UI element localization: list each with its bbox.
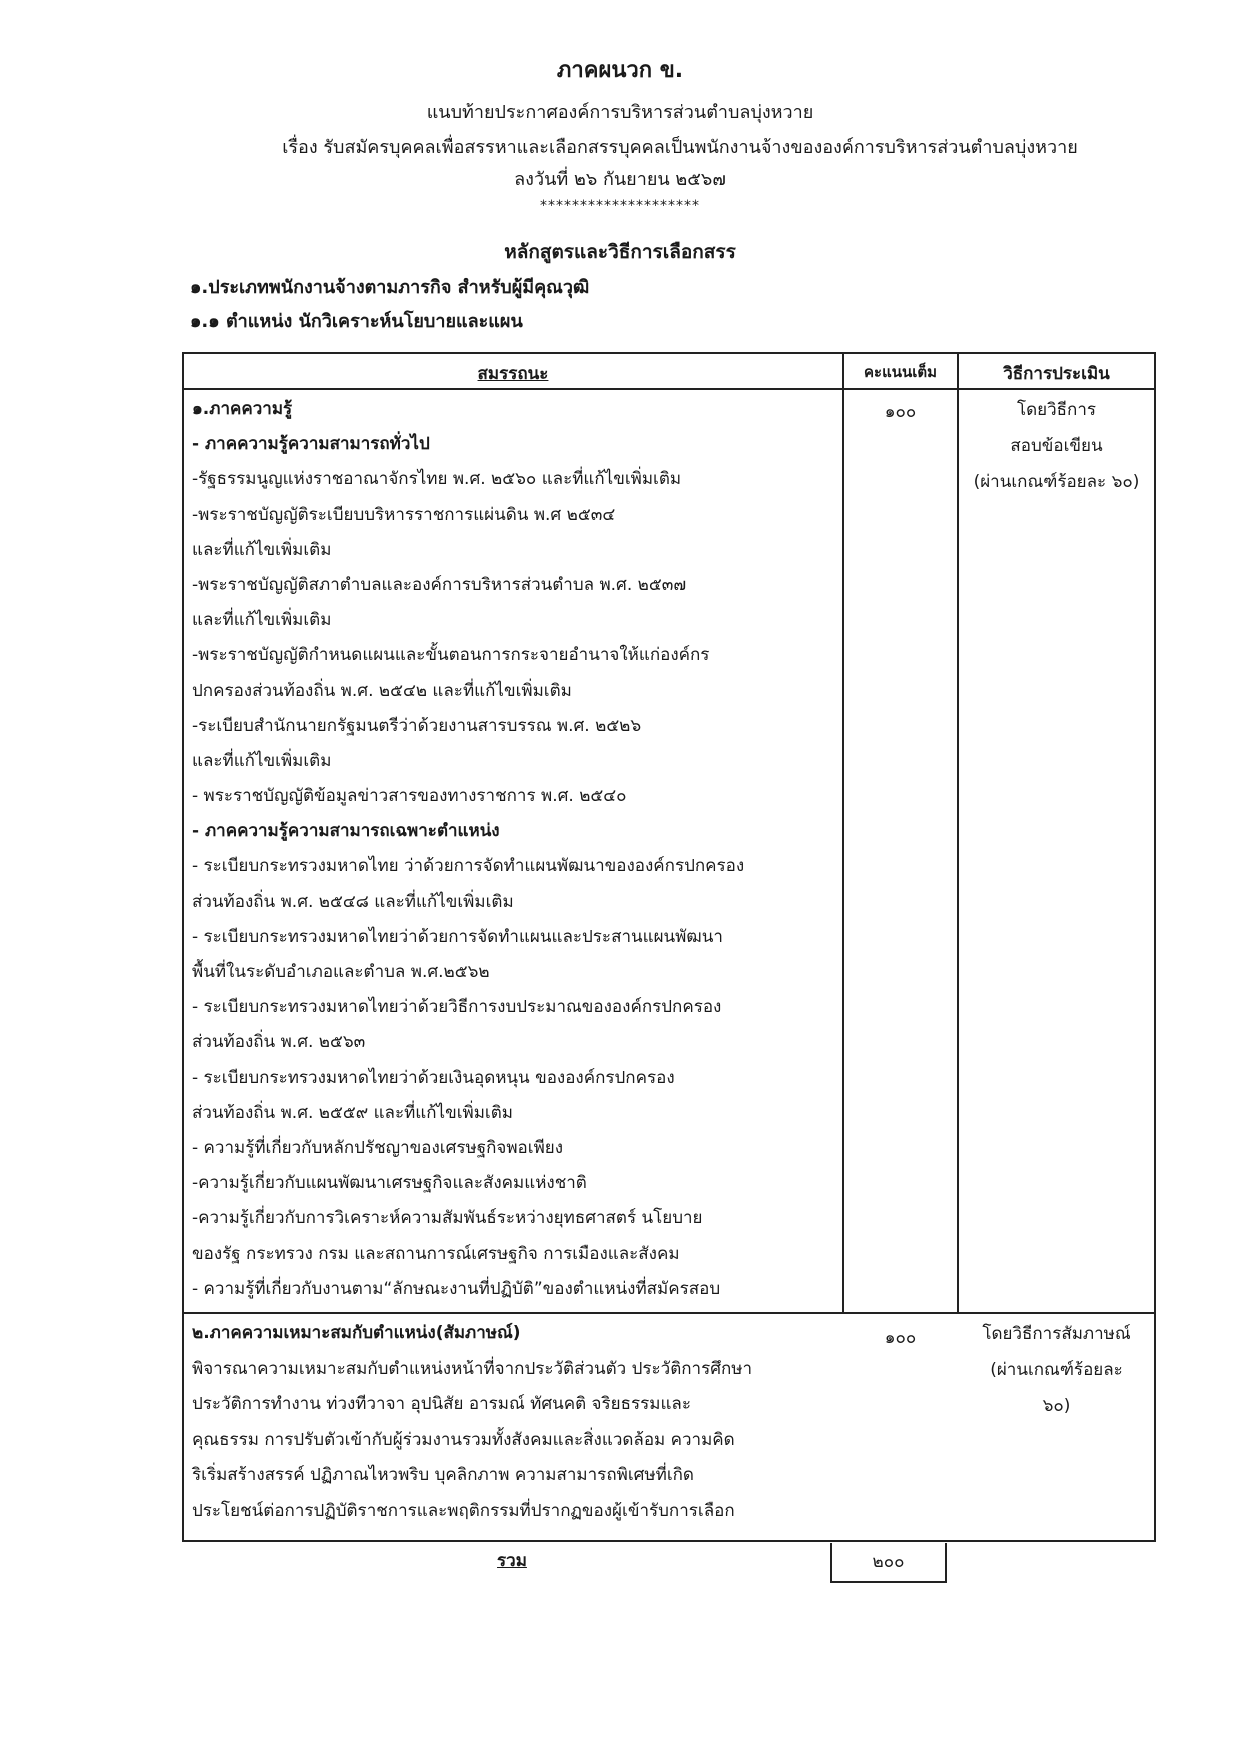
text-line: - ภาคความรู้ความสามารถทั่วไป — [192, 434, 430, 455]
text-line: -พระราชบัญญัติระเบียบบริหารราชการแผ่นดิน พ.ศ ๒๕๓๔ — [192, 504, 616, 525]
text-line: -รัฐธรรมนูญแห่งราชอาณาจักรไทย พ.ศ. ๒๕๖๐ และที่แก้ไขเพิ่มเติม — [192, 469, 682, 490]
text-line: -ความรู้เกี่ยวกับแผนพัฒนาเศรษฐกิจและสังคมแห่งชาติ — [192, 1173, 587, 1194]
assessment-table — [182, 352, 1156, 1542]
course-title: หลักสูตรและวิธีการเลือกสรร — [504, 241, 736, 263]
subject-line: เรื่อง รับสมัครบุคคลเพื่อสรรหาและเลือกสรรบุคคลเป็นพนักงานจ้างขององค์การบริหารส่วนตำบลบุ่งหวาย — [282, 137, 1078, 158]
table-header-row — [184, 354, 1154, 390]
total-label: รวม — [497, 1551, 527, 1571]
knowledge-topics — [192, 392, 838, 1307]
text-line: - ระเบียบกระทรวงมหาดไทย ว่าด้วยการจัดทำแผนพัฒนาขององค์กรปกครอง — [192, 856, 745, 877]
text-line: ๒.ภาคความเหมาะสมกับตำแหน่ง(สัมภาษณ์) — [192, 1323, 521, 1343]
text-line: พื้นที่ในระดับอำเภอและตำบล พ.ศ.๒๕๖๒ — [192, 962, 490, 982]
method-line: ๖๐) — [1042, 1396, 1071, 1416]
text-line: และที่แก้ไขเพิ่มเติม — [192, 750, 332, 771]
text-line: ส่วนท้องถิ่น พ.ศ. ๒๕๔๘ และที่แก้ไขเพิ่มเติม — [192, 891, 514, 912]
text-line: -พระราชบัญญัติสภาตำบลและองค์การบริหารส่วนตำบล พ.ศ. ๒๕๓๗ — [192, 574, 687, 595]
table-row-interview — [184, 1312, 1154, 1532]
method-line: โดยวิธีการ — [1016, 400, 1097, 420]
text-line: ๑.ภาคความรู้ — [192, 399, 293, 419]
header-full-score: คะแนนเต็ม — [863, 363, 938, 381]
text-line: - ความรู้ที่เกี่ยวกับงานตาม“ลักษณะงานที่ปฏิบัติ”ของตำแหน่งที่สมัครสอบ — [192, 1278, 721, 1299]
text-line: ส่วนท้องถิ่น พ.ศ. ๒๕๖๓ — [192, 1032, 366, 1053]
section-heading: ๑.ประเภทพนักงานจ้างตามภารกิจ สำหรับผู้มีคุณวุฒิ — [190, 277, 590, 298]
table-row-knowledge — [184, 390, 1154, 1314]
text-line: พิจารณาความเหมาะสมกับตำแหน่งหน้าที่จากประวัติส่วนตัว ประวัติการศึกษา — [192, 1358, 753, 1379]
text-line: และที่แก้ไขเพิ่มเติม — [192, 539, 332, 560]
date-line: ลงวันที่ ๒๖ กันยายน ๒๕๖๗ — [514, 169, 726, 190]
appendix-title: ภาคผนวก ข. — [556, 58, 684, 83]
text-line: - ระเบียบกระทรวงมหาดไทยว่าด้วยเงินอุดหนุน ขององค์กรปกครอง — [192, 1067, 675, 1088]
position-heading: ๑.๑ ตำแหน่ง นักวิเคราะห์นโยบายและแผน — [190, 311, 523, 332]
text-line: ของรัฐ กระทรวง กรม และสถานการณ์เศรษฐกิจ การเมืองและสังคม — [192, 1243, 680, 1264]
method-line: โดยวิธีการสัมภาษณ์ — [982, 1324, 1131, 1344]
text-line: -พระราชบัญญัติกำหนดแผนและขั้นตอนการกระจายอำนาจให้แก่องค์กร — [192, 645, 710, 666]
text-line: ประวัติการทำงาน ท่วงทีวาจา อุปนิสัย อารมณ์ ทัศนคติ จริยธรรมและ — [192, 1394, 691, 1414]
interview-method — [959, 1316, 1154, 1424]
method-line: สอบข้อเขียน — [1010, 436, 1103, 456]
interview-criteria — [192, 1316, 828, 1529]
header-method: วิธีการประเมิน — [1003, 364, 1110, 384]
total-score: ๒๐๐ — [830, 1543, 947, 1583]
method-line: (ผ่านเกณฑ์ร้อยละ ๖๐) — [973, 472, 1140, 492]
star-divider: ******************** — [540, 198, 700, 214]
text-line: -ความรู้เกี่ยวกับการวิเคราะห์ความสัมพันธ์ระหว่างยุทธศาสตร์ นโยบาย — [192, 1208, 703, 1229]
interview-score: ๑๐๐ — [884, 1328, 917, 1348]
text-line: -ระเบียบสำนักนายกรัฐมนตรีว่าด้วยงานสารบรรณ พ.ศ. ๒๕๒๖ — [192, 715, 642, 736]
text-line: - พระราชบัญญัติข้อมูลข่าวสารของทางราชการ พ.ศ. ๒๕๔๐ — [192, 786, 627, 807]
text-line: - ภาคความรู้ความสามารถเฉพาะตำแหน่ง — [192, 821, 500, 842]
text-line: - ความรู้ที่เกี่ยวกับหลักปรัชญาของเศรษฐกิจพอเพียง — [192, 1137, 564, 1158]
text-line: - ระเบียบกระทรวงมหาดไทยว่าด้วยวิธีการงบประมาณขององค์กรปกครอง — [192, 997, 722, 1018]
announcement-line: แนบท้ายประกาศองค์การบริหารส่วนตำบลบุ่งหวาย — [426, 102, 814, 123]
text-line: และที่แก้ไขเพิ่มเติม — [192, 610, 332, 631]
knowledge-score: ๑๐๐ — [884, 402, 917, 422]
text-line: - ระเบียบกระทรวงมหาดไทยว่าด้วยการจัดทำแผนและประสานแผนพัฒนา — [192, 926, 723, 947]
text-line: ริเริ่มสร้างสรรค์ ปฏิภาณไหวพริบ บุคลิกภาพ ความสามารถพิเศษที่เกิด — [192, 1465, 694, 1485]
text-line: ปกครองส่วนท้องถิ่น พ.ศ. ๒๕๔๒ และที่แก้ไขเพิ่มเติม — [192, 680, 572, 701]
header-competency: สมรรถนะ — [477, 364, 549, 384]
method-line: (ผ่านเกณฑ์ร้อยละ — [990, 1360, 1123, 1380]
knowledge-method — [959, 392, 1154, 500]
text-line: ส่วนท้องถิ่น พ.ศ. ๒๕๕๙ และที่แก้ไขเพิ่มเติม — [192, 1102, 513, 1123]
text-line: ประโยชน์ต่อการปฏิบัติราชการและพฤติกรรมที่ปรากฏของผู้เข้ารับการเลือก — [192, 1500, 735, 1521]
text-line: คุณธรรม การปรับตัวเข้ากับผู้ร่วมงานรวมทั้งสังคมและสิ่งแวดล้อม ความคิด — [192, 1429, 735, 1450]
